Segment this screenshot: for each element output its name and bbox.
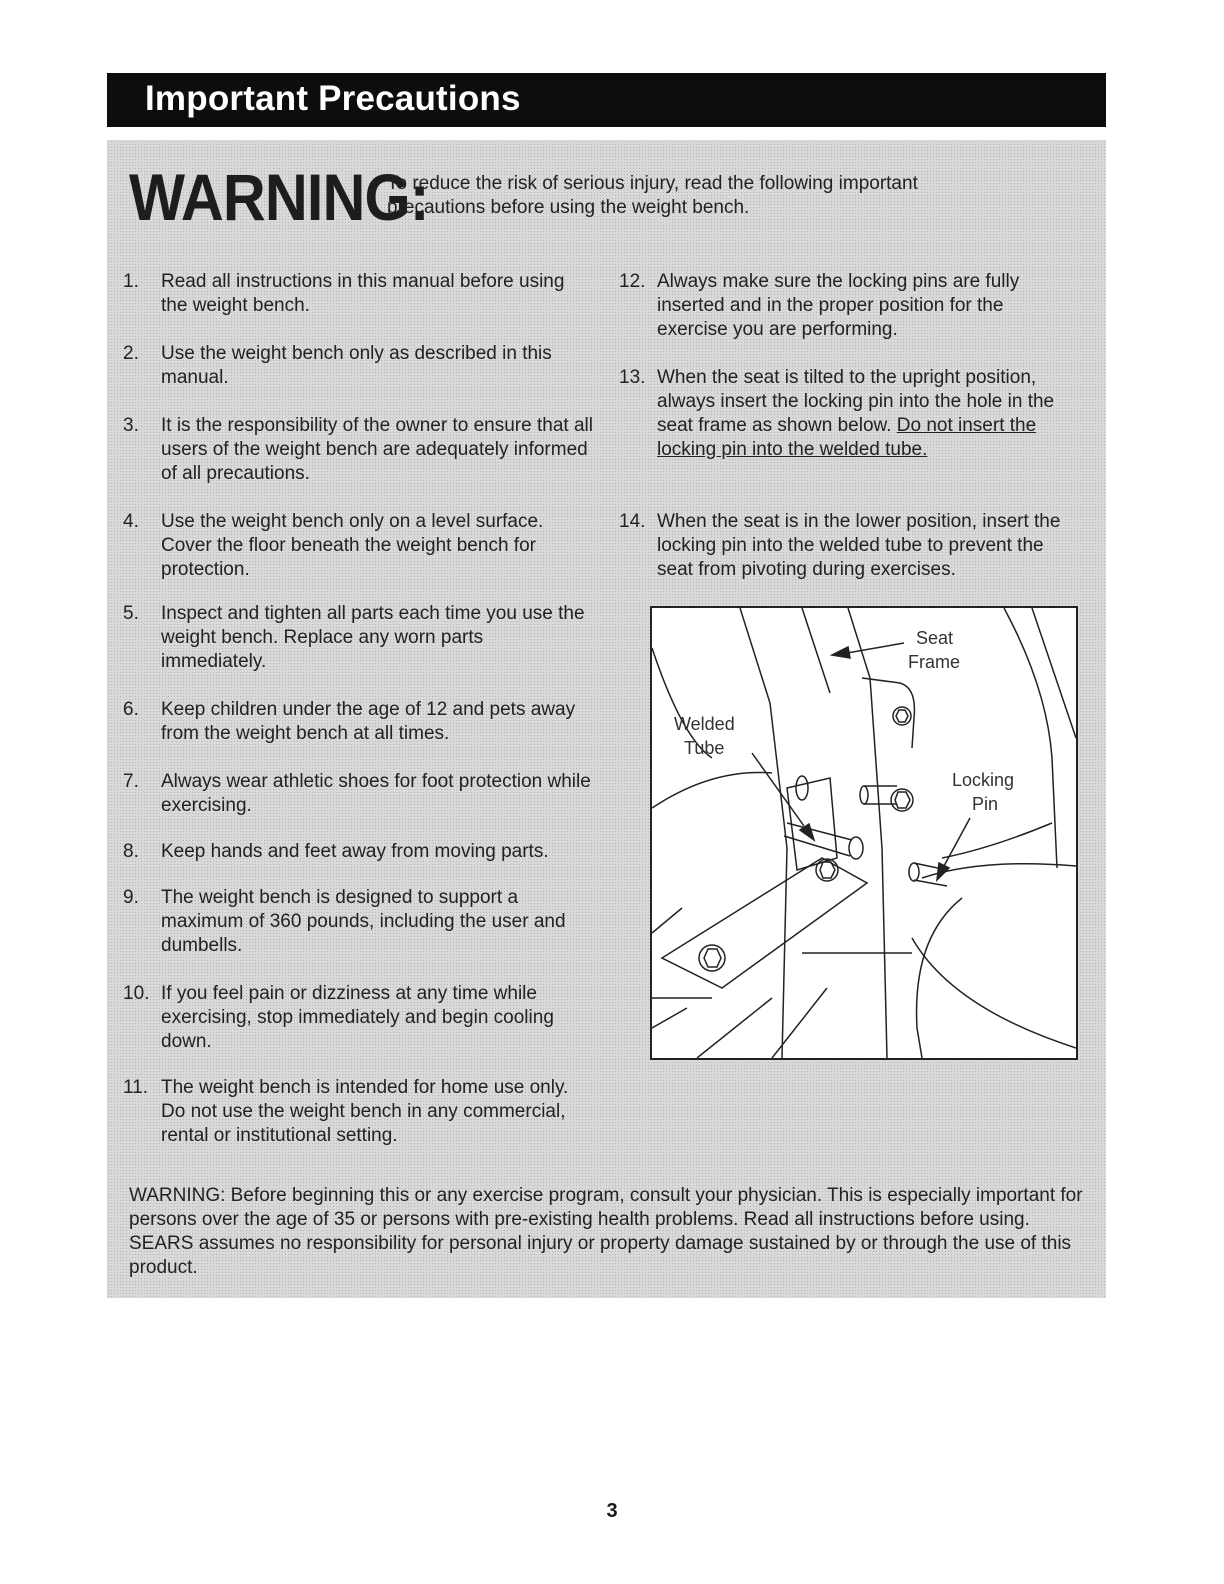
item-text: If you feel pain or dizziness at any time while exercising, stop immediately and begin cooling down.	[161, 983, 554, 1052]
list-item	[123, 982, 593, 1054]
item-text: Keep children under the age of 12 and pets away from the weight bench at all times.	[161, 699, 576, 744]
list-item	[619, 510, 1079, 582]
item-text: Always wear athletic shoes for foot protection while exercising.	[161, 771, 591, 816]
item-text: When the seat is in the lower position, insert the locking pin into the welded tube to prevent the seat from pivoting during exercises.	[657, 511, 1061, 580]
warning-intro	[387, 172, 1087, 220]
list-item	[123, 342, 593, 390]
item-number: 10.	[123, 983, 150, 1004]
label-locking: Locking	[952, 770, 1015, 790]
page-title: Important Precautions	[145, 79, 521, 118]
item-number: 13.	[619, 367, 646, 388]
header-bar	[107, 73, 1106, 127]
warning-intro-line1: To reduce the risk of serious injury, read the following important	[387, 173, 918, 194]
warning-heading: WARNING:	[129, 160, 429, 234]
item-text: It is the responsibility of the owner to ensure that all users of the weight bench are adequately informed of all precautions.	[161, 415, 593, 484]
item-number: 11.	[123, 1077, 149, 1098]
item-number: 9.	[123, 887, 139, 908]
label-pin: Pin	[972, 794, 999, 814]
label-welded: Welded	[674, 714, 735, 734]
item-number: 3.	[123, 415, 139, 436]
list-item	[123, 510, 593, 582]
bottom-warning: WARNING: Before beginning this or any exercise program, consult your physician. This is especially important for persons over the age of 35 or persons with pre-existing health problems. Read all instructions before using. SEARS assumes no responsibility for personal injury or property damage sustained by or through the use of this product.	[129, 1185, 1083, 1278]
list-item	[123, 1076, 593, 1148]
item-text: Use the weight bench only on a level surface. Cover the floor beneath the weight bench for protection.	[161, 511, 544, 580]
bench-illustration	[652, 608, 1076, 1058]
item-number: 8.	[123, 841, 139, 862]
item-text-underlined: Do not insert the locking pin into the welded tube.	[657, 415, 1037, 460]
label-seat: Seat	[916, 628, 954, 648]
precautions-panel	[107, 140, 1106, 1298]
page-number: 3	[606, 1500, 618, 1522]
list-item	[123, 886, 593, 958]
item-text: Read all instructions in this manual before using the weight bench.	[161, 271, 565, 316]
item-number: 12.	[619, 271, 646, 292]
list-item	[619, 366, 1069, 462]
item-text: Use the weight bench only as described in this manual.	[161, 343, 552, 388]
item-number: 5.	[123, 603, 139, 624]
item-text: Keep hands and feet away from moving parts.	[161, 841, 549, 862]
item-text: Inspect and tighten all parts each time you use the weight bench. Replace any worn parts immediately.	[161, 603, 585, 672]
list-item	[123, 414, 593, 486]
item-text: The weight bench is intended for home use only. Do not use the weight bench in any commercial, rental or institutional setting.	[161, 1077, 569, 1146]
list-item	[123, 840, 613, 864]
warning-intro-line2: precautions before using the weight bench.	[387, 197, 750, 218]
item-text-main: When the seat is tilted to the upright position, always insert the locking pin into the hole in the seat frame as shown below.	[657, 367, 1055, 436]
locking-pin-diagram	[650, 606, 1078, 1060]
item-number: 14.	[619, 511, 646, 532]
item-text: The weight bench is designed to support a maximum of 360 pounds, including the user and dumbells.	[161, 887, 566, 956]
label-frame: Frame	[908, 652, 961, 672]
list-item	[123, 770, 593, 818]
item-number: 1.	[123, 271, 139, 292]
item-number: 4.	[123, 511, 139, 532]
list-item	[123, 698, 593, 746]
list-item	[123, 602, 593, 674]
label-tube: Tube	[684, 738, 725, 758]
list-item	[619, 270, 1069, 342]
item-number: 2.	[123, 343, 139, 364]
item-text	[657, 366, 1069, 462]
item-number: 6.	[123, 699, 139, 720]
list-item	[123, 270, 593, 318]
item-text: Always make sure the locking pins are fully inserted and in the proper position for the exercise you are performing.	[657, 271, 1020, 340]
item-number: 7.	[123, 771, 139, 792]
